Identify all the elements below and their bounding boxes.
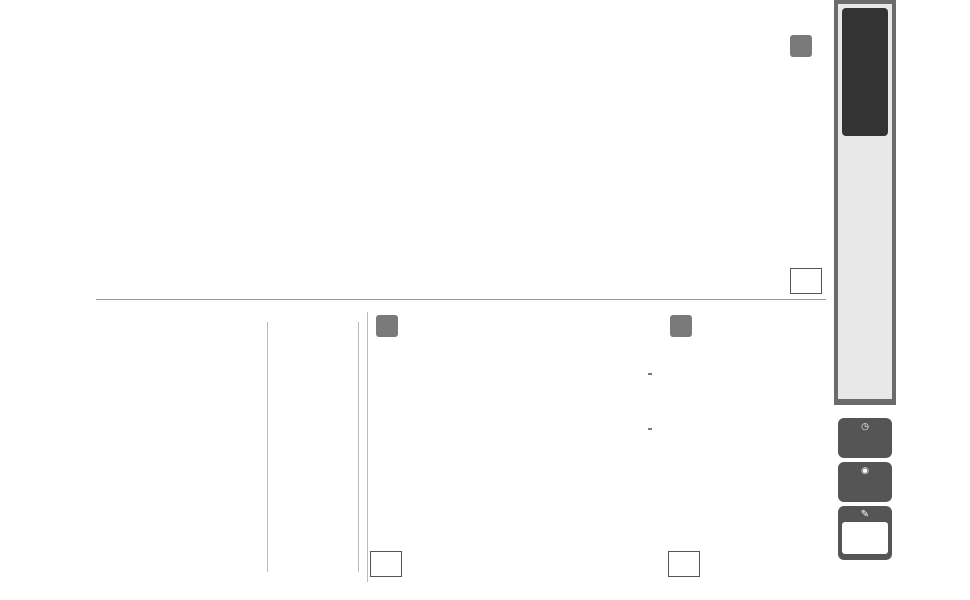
- clock-icon: ◷: [861, 421, 869, 431]
- q1-number: [790, 35, 812, 57]
- q3-number: [376, 315, 398, 337]
- pencil-icon: ✎: [860, 509, 870, 520]
- pass-card: [838, 462, 892, 502]
- time-card: [838, 418, 892, 458]
- q3-score-box: [370, 551, 402, 577]
- q1-score-box: [790, 268, 822, 294]
- score-card: [838, 506, 892, 560]
- q3-choices-box: [267, 322, 359, 572]
- q2-q3-divider: [367, 312, 368, 582]
- q2-number: [670, 315, 692, 337]
- q2-score-box: [668, 551, 700, 577]
- round-badge: [842, 8, 888, 136]
- section-divider: [96, 299, 826, 300]
- check-icon: ◉: [861, 465, 869, 475]
- q2-example-2-answer: [648, 428, 652, 430]
- q2-example-1-answer: [648, 373, 652, 375]
